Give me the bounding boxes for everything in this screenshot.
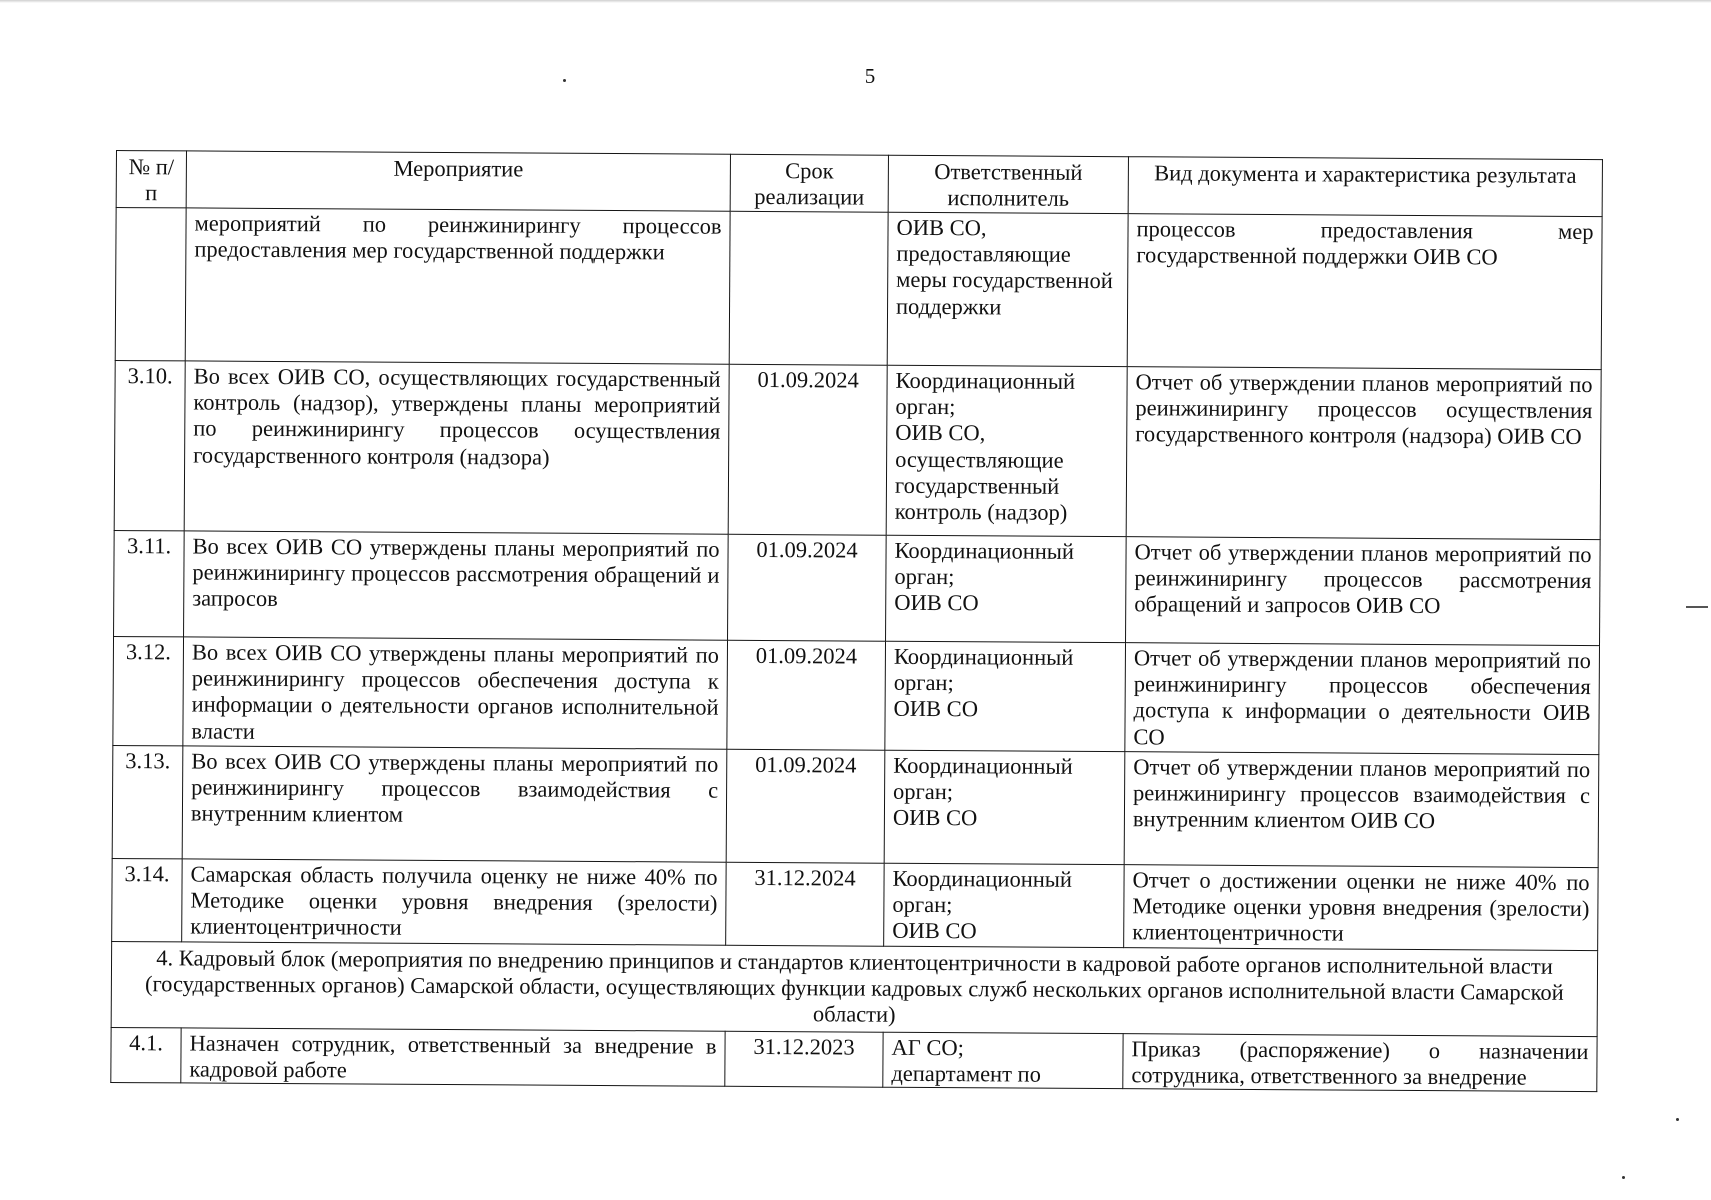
table-row (114, 360, 1601, 539)
row-responsible: Координационный орган; ОИВ СО (884, 750, 1125, 864)
measures-table (110, 150, 1603, 1092)
row-result: Отчет об утверждении планов мероприятий по реинжинирингу процессов взаимодействия с внутренним клиентом ОИВ СО (1124, 751, 1599, 867)
row-num: 3.14. (112, 858, 183, 941)
row-num: 4.1. (111, 1027, 181, 1083)
row-responsible: Координационный орган; ОИВ СО (885, 641, 1126, 751)
row-deadline: 31.12.2023 (725, 1031, 883, 1088)
row-responsible: Координационный орган; ОИВ СО, осуществляющие государственный контроль (надзор) (886, 365, 1127, 536)
scan-edge (0, 0, 1711, 3)
scan-dash (1686, 606, 1708, 608)
table-header-row (116, 151, 1602, 217)
row-responsible: ОИВ СО, предоставляющие меры государственной поддержки (887, 212, 1128, 366)
header-deadline: Срок реализации (730, 154, 888, 212)
row-num: 3.12. (113, 636, 184, 745)
row-event: Во всех ОИВ СО утверждены планы мероприятий по реинжинирингу процессов обеспечения доступа к информации о деятельности органов исполнительной власти (183, 637, 728, 749)
table-row (115, 207, 1602, 369)
row-deadline (729, 211, 888, 365)
row-result: Приказ (распоряжение) о назначении сотрудника, ответственного за внедрение (1123, 1033, 1597, 1092)
row-deadline: 31.12.2024 (726, 862, 885, 946)
scan-speck (1676, 1118, 1679, 1121)
row-deadline: 01.09.2024 (727, 640, 886, 750)
header-responsible: Ответственный исполнитель (888, 155, 1128, 213)
row-event: Во всех ОИВ СО, осуществляющих государственный контроль (надзор), утверждены планы мероприятий по реинжинирингу процессов осуществления государственного контроля (надзора) (184, 361, 729, 534)
scan-speck (563, 79, 566, 82)
header-event: Мероприятие (186, 151, 730, 211)
row-event: Самарская область получила оценку не ниже 40% по Методике оценки уровня внедрения (зрелости) клиентоцентричности (182, 859, 726, 945)
section-header-row (111, 941, 1597, 1036)
row-event: мероприятий по реинжинирингу процессов предоставления мер государственной поддержки (185, 208, 730, 364)
row-responsible: АГ СО; департамент по (883, 1032, 1123, 1089)
row-num (115, 207, 186, 360)
section-4-title: 4. Кадровый блок (мероприятия по внедрению принципов и стандартов клиентоцентричности в кадровой работе органов исполнительной власти (государственных органов) Самарской области, осуществляющих функции кадровых служб нескольких органов исполнительной власти Самарской области) (111, 941, 1597, 1036)
table-row (114, 530, 1601, 645)
header-num: № п/п (116, 151, 186, 208)
table-row (112, 858, 1598, 950)
header-result: Вид документа и характеристика результата (1128, 157, 1602, 217)
row-event: Во всех ОИВ СО утверждены планы мероприятий по реинжинирингу процессов рассмотрения обращений и запросов (184, 531, 729, 640)
row-result: Отчет об утверждении планов мероприятий по реинжинирингу процессов осуществления государственного контроля (надзора) ОИВ СО (1126, 366, 1601, 539)
row-deadline: 01.09.2024 (728, 364, 887, 535)
row-result: Отчет об утверждении планов мероприятий по реинжинирингу процессов обеспечения доступа к информации о деятельности ОИВ СО (1125, 642, 1600, 754)
row-result: Отчет об утверждении планов мероприятий по реинжинирингу процессов рассмотрения обращений и запросов ОИВ СО (1126, 536, 1601, 645)
row-event: Во всех ОИВ СО утверждены планы мероприятий по реинжинирингу процессов взаимодействия с внутренним клиентом (182, 746, 727, 862)
row-responsible: Координационный орган; ОИВ СО (884, 863, 1125, 947)
row-result: процессов предоставления мер государственной поддержки ОИВ СО (1127, 213, 1602, 369)
table-row (113, 636, 1600, 754)
row-deadline: 01.09.2024 (728, 534, 887, 641)
table-row (111, 1027, 1597, 1092)
row-event: Назначен сотрудник, ответственный за внедрение в кадровой работе (181, 1027, 725, 1086)
scan-speck (1622, 1176, 1625, 1179)
row-num: 3.13. (112, 745, 183, 858)
row-num: 3.10. (114, 360, 185, 530)
row-deadline: 01.09.2024 (726, 749, 885, 863)
page-number: 5 (864, 64, 876, 88)
row-responsible: Координационный орган; ОИВ СО (886, 535, 1127, 642)
row-result: Отчет о достижении оценки не ниже 40% по Методике оценки уровня внедрения (зрелости) клиентоцентричности (1124, 864, 1598, 950)
table-row (112, 745, 1599, 867)
row-num: 3.11. (114, 530, 185, 636)
